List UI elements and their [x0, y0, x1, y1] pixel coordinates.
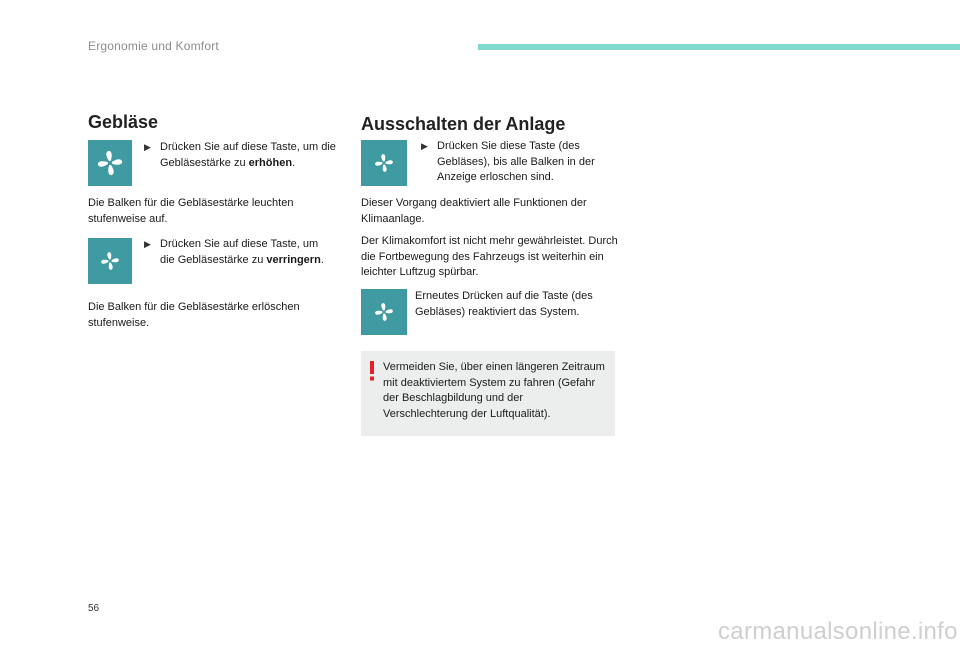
- para-bars-off: Die Balken für die Gebläsestärke erlöschen stufenweise.: [88, 301, 300, 329]
- para-bars-light: Die Balken für die Gebläsestärke leuchten stufenweise auf.: [88, 197, 294, 225]
- exclamation-icon: [368, 361, 376, 381]
- para-deactivates: Dieser Vorgang deaktiviert alle Funktionen der Klimaanlage.: [361, 197, 587, 225]
- arrow-bullet: ▶: [421, 141, 428, 151]
- section-accent-bar: [478, 44, 960, 50]
- step-switch-off: [421, 139, 616, 186]
- step-switch-off-text: Drücken Sie diese Taste (des Gebläses), bis alle Balken in der Anzeige erloschen sind.: [437, 140, 595, 183]
- para-comfort: Der Klimakomfort ist nicht mehr gewährleistet. Durch die Fortbewegung des Fahrzeugs ist weiterhin ein leichter Luftzug spürbar.: [361, 235, 618, 278]
- step-decrease: [144, 237, 324, 268]
- fan-button-small: [88, 238, 132, 284]
- warning-text: Vermeiden Sie, über einen längeren Zeitraum mit deaktiviertem System zu fahren (Gefahr der Beschlagbildung und der Verschlechterung der Luftqualität).: [383, 361, 605, 420]
- fan-icon: [99, 250, 121, 272]
- fan-icon: [95, 148, 125, 178]
- page-number: 56: [88, 603, 100, 614]
- watermark: carmanualsonline.info: [718, 618, 958, 645]
- arrow-bullet: ▶: [144, 239, 151, 249]
- step-increase: [144, 140, 339, 171]
- fan-button-large: [88, 140, 132, 186]
- step-increase-text: Drücken Sie auf diese Taste, um die Gebläsestärke zu erhöhen.: [160, 141, 336, 169]
- fan-icon: [373, 152, 395, 174]
- arrow-bullet: ▶: [144, 142, 151, 152]
- step-decrease-text: Drücken Sie auf diese Taste, um die Gebläsestärke zu verringern.: [160, 238, 324, 266]
- fan-button-off: [361, 140, 407, 186]
- heading-geblaese: Gebläse: [88, 112, 159, 132]
- heading-ausschalten: Ausschalten der Anlage: [361, 114, 566, 134]
- fan-button-reactivate: [361, 289, 407, 335]
- section-title: Ergonomie und Komfort: [88, 39, 219, 53]
- fan-icon: [373, 301, 395, 323]
- para-reactivate: Erneutes Drücken auf die Taste (des Gebläses) reaktiviert das System.: [415, 290, 593, 318]
